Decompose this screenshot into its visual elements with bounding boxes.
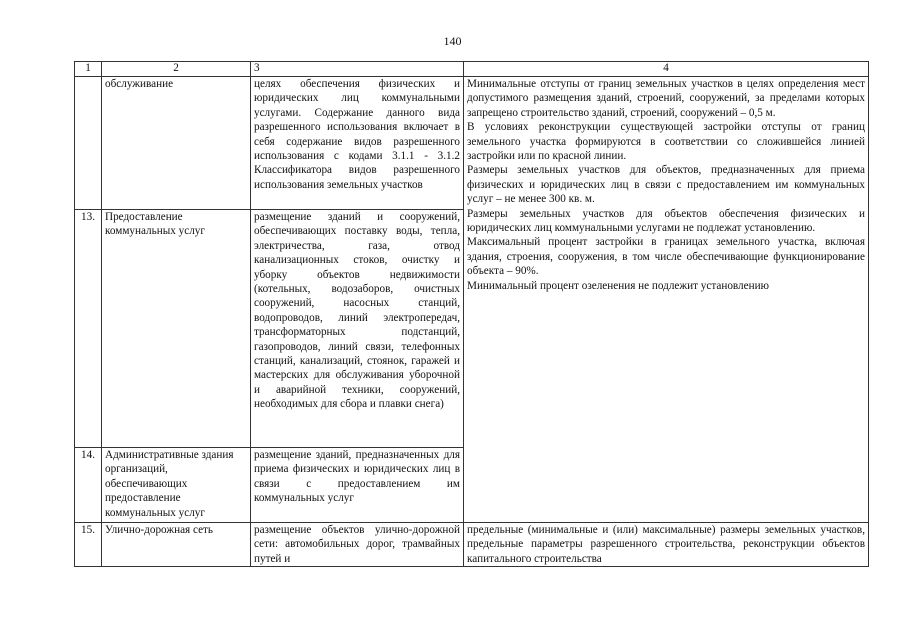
use-type-name: обслуживание (102, 77, 251, 210)
regulations-table (74, 61, 869, 567)
table-row (75, 523, 869, 567)
column-header-3: 3 (251, 62, 464, 77)
merged-parameters-cell (464, 77, 869, 523)
use-type-name: Административные здания организаций, обеспечивающих предоставление коммунальных услуг (102, 448, 251, 523)
use-type-description: размещение зданий, предназначенных для приема физических и юридических лиц в связи с предоставлением им коммунальных услуг (251, 448, 464, 523)
use-type-description: размещение зданий и сооружений, обеспечивающих поставку воды, тепла, электричества, газа, отвод канализационных стоков, очистку и уборку объектов недвижимости (котельных, водозаборов, очистных сооружений, насосных станций, водопроводов, линий электропередач, трансформаторных подстанций, газопроводов, линий связи, телефонных станций, канализаций, стоянок, гаражей и мастерских для обслуживания уборочной и аварийной техники, сооружений, необходимых для сбора и плавки снега) (251, 210, 464, 448)
row-number (75, 77, 102, 210)
row-number: 13. (75, 210, 102, 448)
parameter-paragraph: Размеры земельных участков для объектов, предназначенных для приема физических и юридических лиц в связи с предоставлением им коммунальных услуг – не менее 300 кв. м. (467, 164, 865, 206)
parameter-paragraph: Минимальные отступы от границ земельных участков в целях определения мест допустимого размещения зданий, строений, сооружений, за пределами которых запрещено строительство зданий, строений, сооружений – 0,5 м. (467, 78, 865, 119)
table-header-row (75, 62, 869, 77)
table-row (75, 77, 869, 210)
parameter-paragraph: В условиях реконструкции существующей застройки отступы от границ земельного участка формируются в соответствии со сложившейся линией застройки или по красной линии. (467, 121, 865, 163)
column-header-4: 4 (464, 62, 869, 77)
column-header-1: 1 (75, 62, 102, 77)
row-number: 15. (75, 523, 102, 567)
use-type-name: Предоставление коммунальных услуг (102, 210, 251, 448)
use-type-description: целях обеспечения физических и юридических лиц коммунальными услугами. Содержание данного вида разрешенного использования включает в себя содержание видов разрешенного использования с кодами 3.1.1 - 3.1.2 Классификатора видов разрешенного использования земельных участков (251, 77, 464, 210)
parameter-paragraph: Минимальный процент озеленения не подлежит установлению (467, 279, 769, 292)
column-header-2: 2 (102, 62, 251, 77)
parameter-paragraph: Максимальный процент застройки в границах земельного участка, включая здания, строения, сооружения, в том числе обеспечивающие функционирование объекта – 90%. (467, 236, 865, 278)
row-number: 14. (75, 448, 102, 523)
page-number: 140 (443, 34, 462, 48)
use-type-description: размещение объектов улично-дорожной сети: автомобильных дорог, трамвайных путей и (251, 523, 464, 567)
use-type-name: Улично-дорожная сеть (102, 523, 251, 567)
parameter-paragraph: Размеры земельных участков для объектов обеспечения физических и юридических лиц коммунальными услугами не подлежат установлению. (467, 207, 865, 235)
parameters-cell: предельные (минимальные и (или) максимальные) размеры земельных участков, предельные параметры разрешенного строительства, реконструкции объектов капитального строительства (464, 523, 869, 567)
